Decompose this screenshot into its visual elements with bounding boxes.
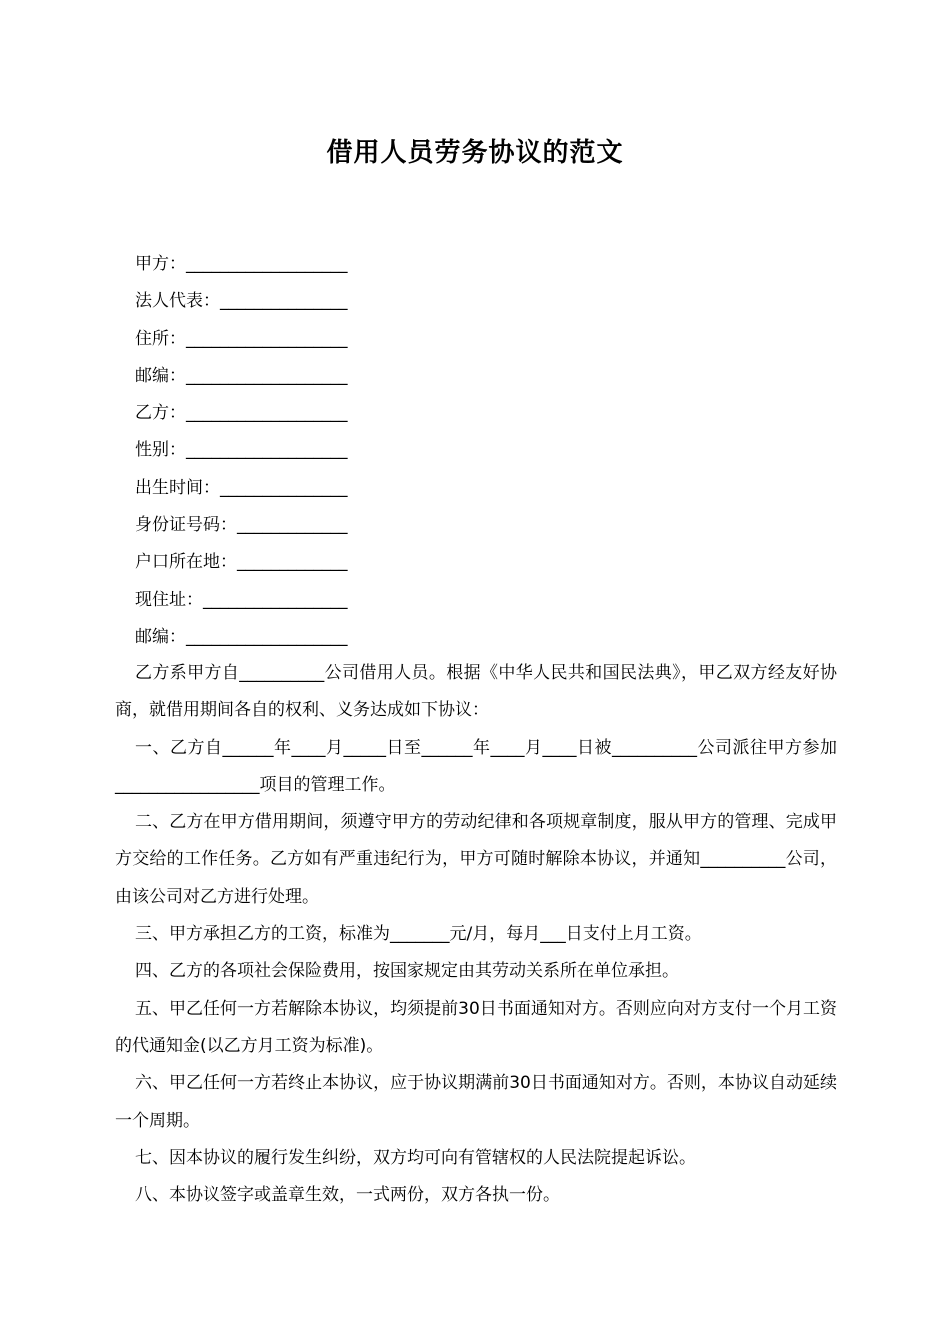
field-household-registration: 户口所在地：_____________: [135, 552, 348, 573]
clause-4: 四、乙方的各项社会保险费用，按国家规定由其劳动关系所在单位承担。: [135, 961, 679, 982]
clause-6: 六、甲乙任何一方若终止本协议，应于协议期满前30日书面通知对方。否则，本协议自动延续一个周期。: [115, 1073, 837, 1131]
agreement-body: [115, 655, 837, 1214]
field-party-a: 甲方：___________________: [135, 254, 348, 274]
field-gender: 性别：___________________: [135, 440, 348, 461]
field-birth-date: 出生时间：_______________: [135, 477, 348, 498]
party-fields: [135, 246, 835, 656]
field-postcode-b: 邮编：___________________: [135, 626, 348, 647]
document-title: 借用人员劳务协议的范文: [326, 138, 624, 168]
clause-3: 三、甲方承担乙方的工资，标准为_______元/月，每月___日支付上月工资。: [135, 924, 702, 945]
field-postcode-a: 邮编：___________________: [135, 365, 348, 386]
clause-5: 五、甲乙任何一方若解除本协议，均须提前30日书面通知对方。否则应向对方支付一个月工资的代通知金(以乙方月工资为标准)。: [115, 998, 837, 1056]
clause-2: 二、乙方在甲方借用期间，须遵守甲方的劳动纪律和各项规章制度，服从甲方的管理、完成甲方交给的工作任务。乙方如有严重违纪行为，甲方可随时解除本协议，并通知__________公司，由该公司对乙方进行处理。: [115, 812, 837, 907]
field-legal-representative: 法人代表：_______________: [135, 291, 348, 312]
field-address: 住所：___________________: [135, 328, 348, 349]
paragraph-intro: 乙方系甲方自__________公司借用人员。根据《中华人民共和国民法典》，甲乙双方经友好协商，就借用期间各自的权利、义务达成如下协议：: [115, 663, 837, 721]
field-party-b: 乙方：___________________: [135, 403, 348, 424]
clause-7: 七、因本协议的履行发生纠纷，双方均可向有管辖权的人民法院提起诉讼。: [135, 1147, 696, 1168]
field-current-address: 现住址：_________________: [135, 589, 348, 610]
clause-8: 八、本协议签字或盖章生效，一式两份，双方各执一份。: [135, 1185, 560, 1206]
field-id-number: 身份证号码：_____________: [135, 515, 348, 536]
clause-1: 一、乙方自______年____月_____日至______年____月____日被__________公司派往甲方参加_________________项目的管理工作。: [115, 737, 837, 795]
